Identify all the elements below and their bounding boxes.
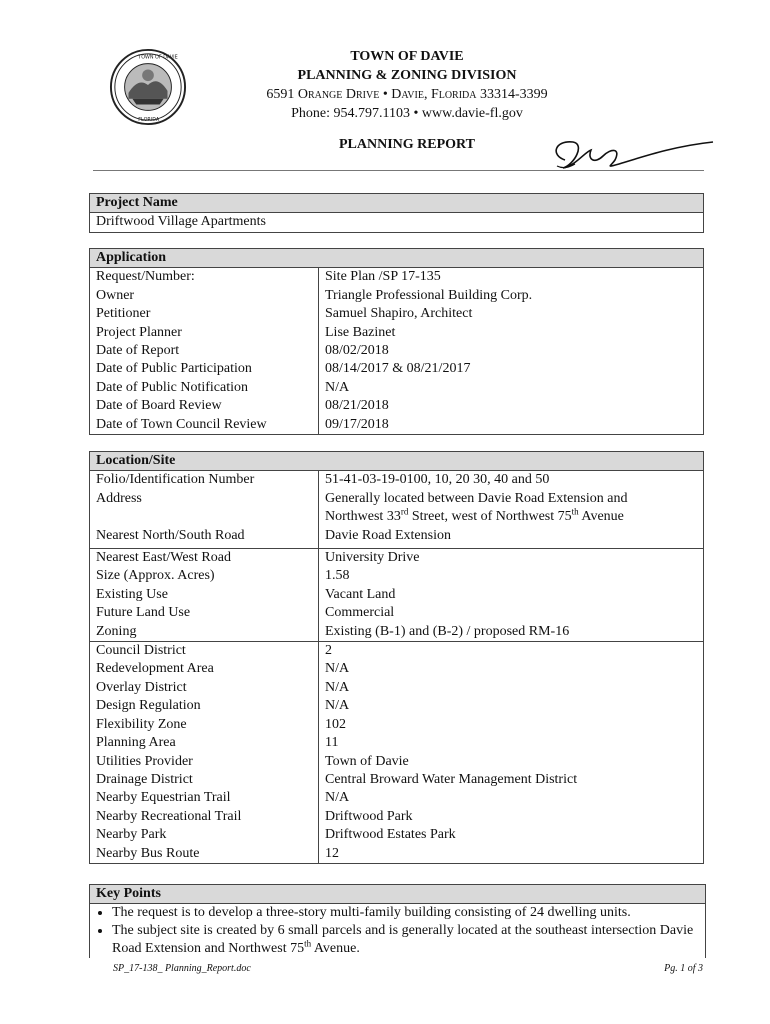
row-label: Redevelopment Area bbox=[90, 660, 319, 678]
table-row bbox=[90, 416, 704, 435]
table-row bbox=[90, 397, 704, 415]
row-label: Project Planner bbox=[90, 324, 319, 342]
table-row bbox=[90, 734, 704, 752]
ns-road-label: Nearest North/South Road bbox=[90, 527, 319, 549]
row-label: Date of Report bbox=[90, 342, 319, 360]
key-points-heading: Key Points bbox=[90, 885, 705, 904]
row-value: 09/17/2018 bbox=[325, 416, 389, 432]
table-row bbox=[90, 660, 704, 678]
svg-text:TOWN OF DAVIE: TOWN OF DAVIE bbox=[138, 54, 178, 61]
address-street: Orange Drive bbox=[297, 87, 380, 102]
row-label: Date of Board Review bbox=[90, 397, 319, 415]
row-value: Samuel Shapiro, Architect bbox=[325, 306, 473, 322]
row-label: Nearest East/West Road bbox=[90, 549, 319, 568]
address-number: 6591 bbox=[266, 87, 298, 102]
row-value: Lise Bazinet bbox=[325, 324, 396, 340]
table-row bbox=[90, 789, 704, 807]
row-value: Central Broward Water Management District bbox=[325, 771, 578, 787]
key-points-list bbox=[90, 904, 705, 958]
row-label: Nearby Park bbox=[90, 826, 319, 844]
address-value-line2 bbox=[325, 508, 697, 526]
row-label: Date of Public Notification bbox=[90, 379, 319, 397]
application-heading: Application bbox=[90, 249, 704, 268]
row-value: Existing (B-1) and (B-2) / proposed RM-16 bbox=[325, 623, 570, 639]
page-footer bbox=[113, 963, 703, 974]
project-name-heading: Project Name bbox=[90, 194, 704, 213]
footer-page-number: Pg. 1 of 3 bbox=[664, 963, 703, 974]
list-item: • The request is to develop a three-story multi-family building consisting of 24 dwelling units. bbox=[112, 904, 705, 922]
town-name: TOWN OF DAVIE bbox=[350, 49, 464, 64]
table-row bbox=[90, 360, 704, 378]
row-value: N/A bbox=[325, 790, 350, 806]
table-row bbox=[90, 549, 704, 568]
address-value bbox=[319, 490, 704, 527]
table-row bbox=[90, 305, 704, 323]
table-row bbox=[90, 697, 704, 715]
table-row bbox=[90, 471, 704, 490]
location-table bbox=[89, 451, 704, 864]
address-zip: 33314-3399 bbox=[476, 87, 548, 102]
table-row bbox=[90, 567, 704, 585]
row-label: Nearby Equestrian Trail bbox=[90, 789, 319, 807]
table-row bbox=[90, 845, 704, 864]
table-row bbox=[90, 586, 704, 604]
row-label: Utilities Provider bbox=[90, 753, 319, 771]
folio-value: 51-41-03-19-0100, 10, 20 30, 40 and 50 bbox=[325, 472, 550, 488]
table-row bbox=[90, 287, 704, 305]
town-seal-logo bbox=[109, 48, 187, 126]
row-value: Driftwood Park bbox=[325, 808, 413, 824]
row-value: 102 bbox=[325, 716, 346, 732]
row-value: 08/14/2017 & 08/21/2017 bbox=[325, 361, 471, 377]
row-label: Drainage District bbox=[90, 771, 319, 789]
address-value-line1: Generally located between Davie Road Extension and bbox=[325, 490, 628, 506]
row-value: Vacant Land bbox=[325, 586, 396, 602]
row-label: Existing Use bbox=[90, 586, 319, 604]
row-value: Driftwood Estates Park bbox=[325, 827, 456, 843]
project-name-value: Driftwood Village Apartments bbox=[96, 214, 266, 230]
row-value: Commercial bbox=[325, 605, 395, 621]
row-label: Request/Number: bbox=[90, 268, 319, 287]
table-row bbox=[90, 342, 704, 360]
handwritten-signature bbox=[545, 130, 715, 175]
ns-road-value: Davie Road Extension bbox=[325, 527, 451, 543]
address-line bbox=[200, 85, 614, 104]
folio-label: Folio/Identification Number bbox=[90, 471, 319, 490]
row-value: N/A bbox=[325, 379, 350, 395]
table-row bbox=[90, 623, 704, 642]
row-label: Overlay District bbox=[90, 679, 319, 697]
row-label: Owner bbox=[90, 287, 319, 305]
location-heading: Location/Site bbox=[90, 452, 704, 471]
key-point-text: The subject site is created by 6 small parcels and is generally located at the southeast intersection Davie Road Extension and Northwest 75 bbox=[112, 923, 694, 956]
ordinal-suffix: rd bbox=[400, 506, 409, 517]
table-row bbox=[90, 604, 704, 622]
row-value: 2 bbox=[319, 642, 704, 661]
row-label: Size (Approx. Acres) bbox=[90, 567, 319, 585]
key-points-box bbox=[89, 884, 706, 958]
address-part: Street, west of Northwest 75 bbox=[408, 509, 572, 525]
row-label: Petitioner bbox=[90, 305, 319, 323]
location-group-3 bbox=[90, 642, 704, 864]
address-part: Avenue bbox=[578, 509, 624, 525]
table-row bbox=[90, 753, 704, 771]
table-row bbox=[90, 268, 704, 287]
row-label: Future Land Use bbox=[90, 604, 319, 622]
project-name-table bbox=[89, 193, 704, 233]
table-row bbox=[90, 642, 704, 661]
application-rows bbox=[90, 268, 704, 435]
row-label: Date of Town Council Review bbox=[90, 416, 319, 435]
table-row bbox=[90, 527, 704, 549]
table-row bbox=[90, 490, 704, 527]
row-value: N/A bbox=[325, 661, 350, 677]
division-name: PLANNING & ZONING DIVISION bbox=[297, 68, 517, 83]
row-label: Planning Area bbox=[90, 734, 319, 752]
row-value: 08/21/2018 bbox=[325, 398, 389, 414]
row-label: Council District bbox=[90, 642, 319, 661]
row-value: 11 bbox=[325, 735, 339, 751]
application-table bbox=[89, 248, 704, 435]
ordinal-suffix: th bbox=[304, 938, 312, 949]
table-row bbox=[90, 716, 704, 734]
table-row bbox=[90, 826, 704, 844]
phone-line: Phone: 954.797.1103 • www.davie-fl.gov bbox=[291, 106, 523, 121]
row-label: Nearby Bus Route bbox=[90, 845, 319, 864]
table-row bbox=[90, 808, 704, 826]
row-value: Site Plan /SP 17-135 bbox=[325, 269, 441, 285]
table-row bbox=[90, 679, 704, 697]
address-label: Address bbox=[90, 490, 319, 527]
address-city: Davie, Florida bbox=[391, 87, 477, 102]
bullet-separator: • bbox=[379, 87, 392, 102]
row-value: N/A bbox=[325, 679, 350, 695]
address-part: Northwest 33 bbox=[325, 509, 401, 525]
row-value: 12 bbox=[325, 845, 339, 861]
row-label: Nearby Recreational Trail bbox=[90, 808, 319, 826]
row-value: 1.58 bbox=[325, 568, 350, 584]
report-title: PLANNING REPORT bbox=[338, 137, 475, 152]
row-label: Date of Public Participation bbox=[90, 360, 319, 378]
row-value: Town of Davie bbox=[325, 753, 409, 769]
table-row bbox=[90, 324, 704, 342]
header-divider bbox=[93, 170, 704, 171]
row-label: Design Regulation bbox=[90, 697, 319, 715]
letterhead bbox=[200, 47, 614, 123]
row-value: University Drive bbox=[319, 549, 704, 568]
row-label: Zoning bbox=[90, 623, 319, 642]
row-value: 08/02/2018 bbox=[325, 343, 389, 359]
ordinal-suffix: th bbox=[571, 506, 579, 517]
key-point-text: Avenue. bbox=[311, 941, 360, 956]
table-row bbox=[90, 379, 704, 397]
row-value: Triangle Professional Building Corp. bbox=[325, 287, 533, 303]
svg-text:FLORIDA: FLORIDA bbox=[138, 117, 160, 124]
row-value: N/A bbox=[325, 698, 350, 714]
row-label: Flexibility Zone bbox=[90, 716, 319, 734]
location-group-2 bbox=[90, 549, 704, 642]
list-item bbox=[112, 922, 705, 958]
footer-filename: SP_17-138_ Planning_Report.doc bbox=[113, 963, 251, 974]
table-row bbox=[90, 771, 704, 789]
